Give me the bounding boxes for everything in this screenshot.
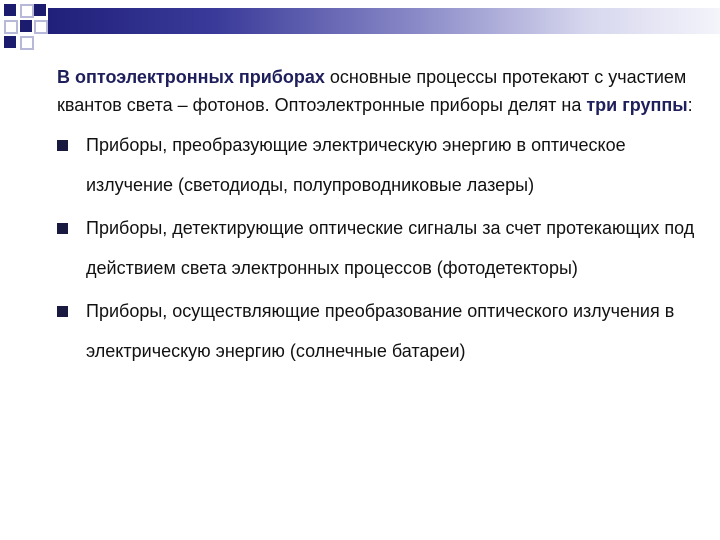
slide-content <box>57 63 697 374</box>
square-bullet-icon <box>57 140 68 151</box>
bullet-list <box>57 125 697 371</box>
decor-square <box>34 4 46 16</box>
square-bullet-icon <box>57 306 68 317</box>
intro-text-1: основные процессы протекают с участием квантов света – фотонов. Оптоэлектронные приборы делят на <box>57 67 687 115</box>
decor-square <box>20 36 34 50</box>
intro-bold-groups: три группы <box>586 95 688 115</box>
bullet-item <box>57 291 697 371</box>
decor-square <box>20 20 32 32</box>
bullet-item <box>57 125 697 205</box>
header-gradient-bar <box>48 8 720 34</box>
decor-square <box>34 20 48 34</box>
intro-text-2: : <box>687 95 693 115</box>
bullet-text: Приборы, преобразующие электрическую энергию в оптическое излучение (светодиоды, полупроводниковые лазеры) <box>86 135 626 195</box>
bullet-text: Приборы, детектирующие оптические сигналы за счет протекающих под действием света электронных процессов (фотодетекторы) <box>86 218 695 278</box>
intro-bold-term: В оптоэлектронных приборах <box>57 67 325 87</box>
decor-square <box>4 4 16 16</box>
intro-paragraph <box>57 63 697 119</box>
square-bullet-icon <box>57 223 68 234</box>
bullet-text: Приборы, осуществляющие преобразование оптического излучения в электрическую энергию (солнечные батареи) <box>86 301 675 361</box>
decor-square <box>4 20 18 34</box>
bullet-item <box>57 208 697 288</box>
decor-square <box>4 36 16 48</box>
decor-square <box>20 4 34 18</box>
